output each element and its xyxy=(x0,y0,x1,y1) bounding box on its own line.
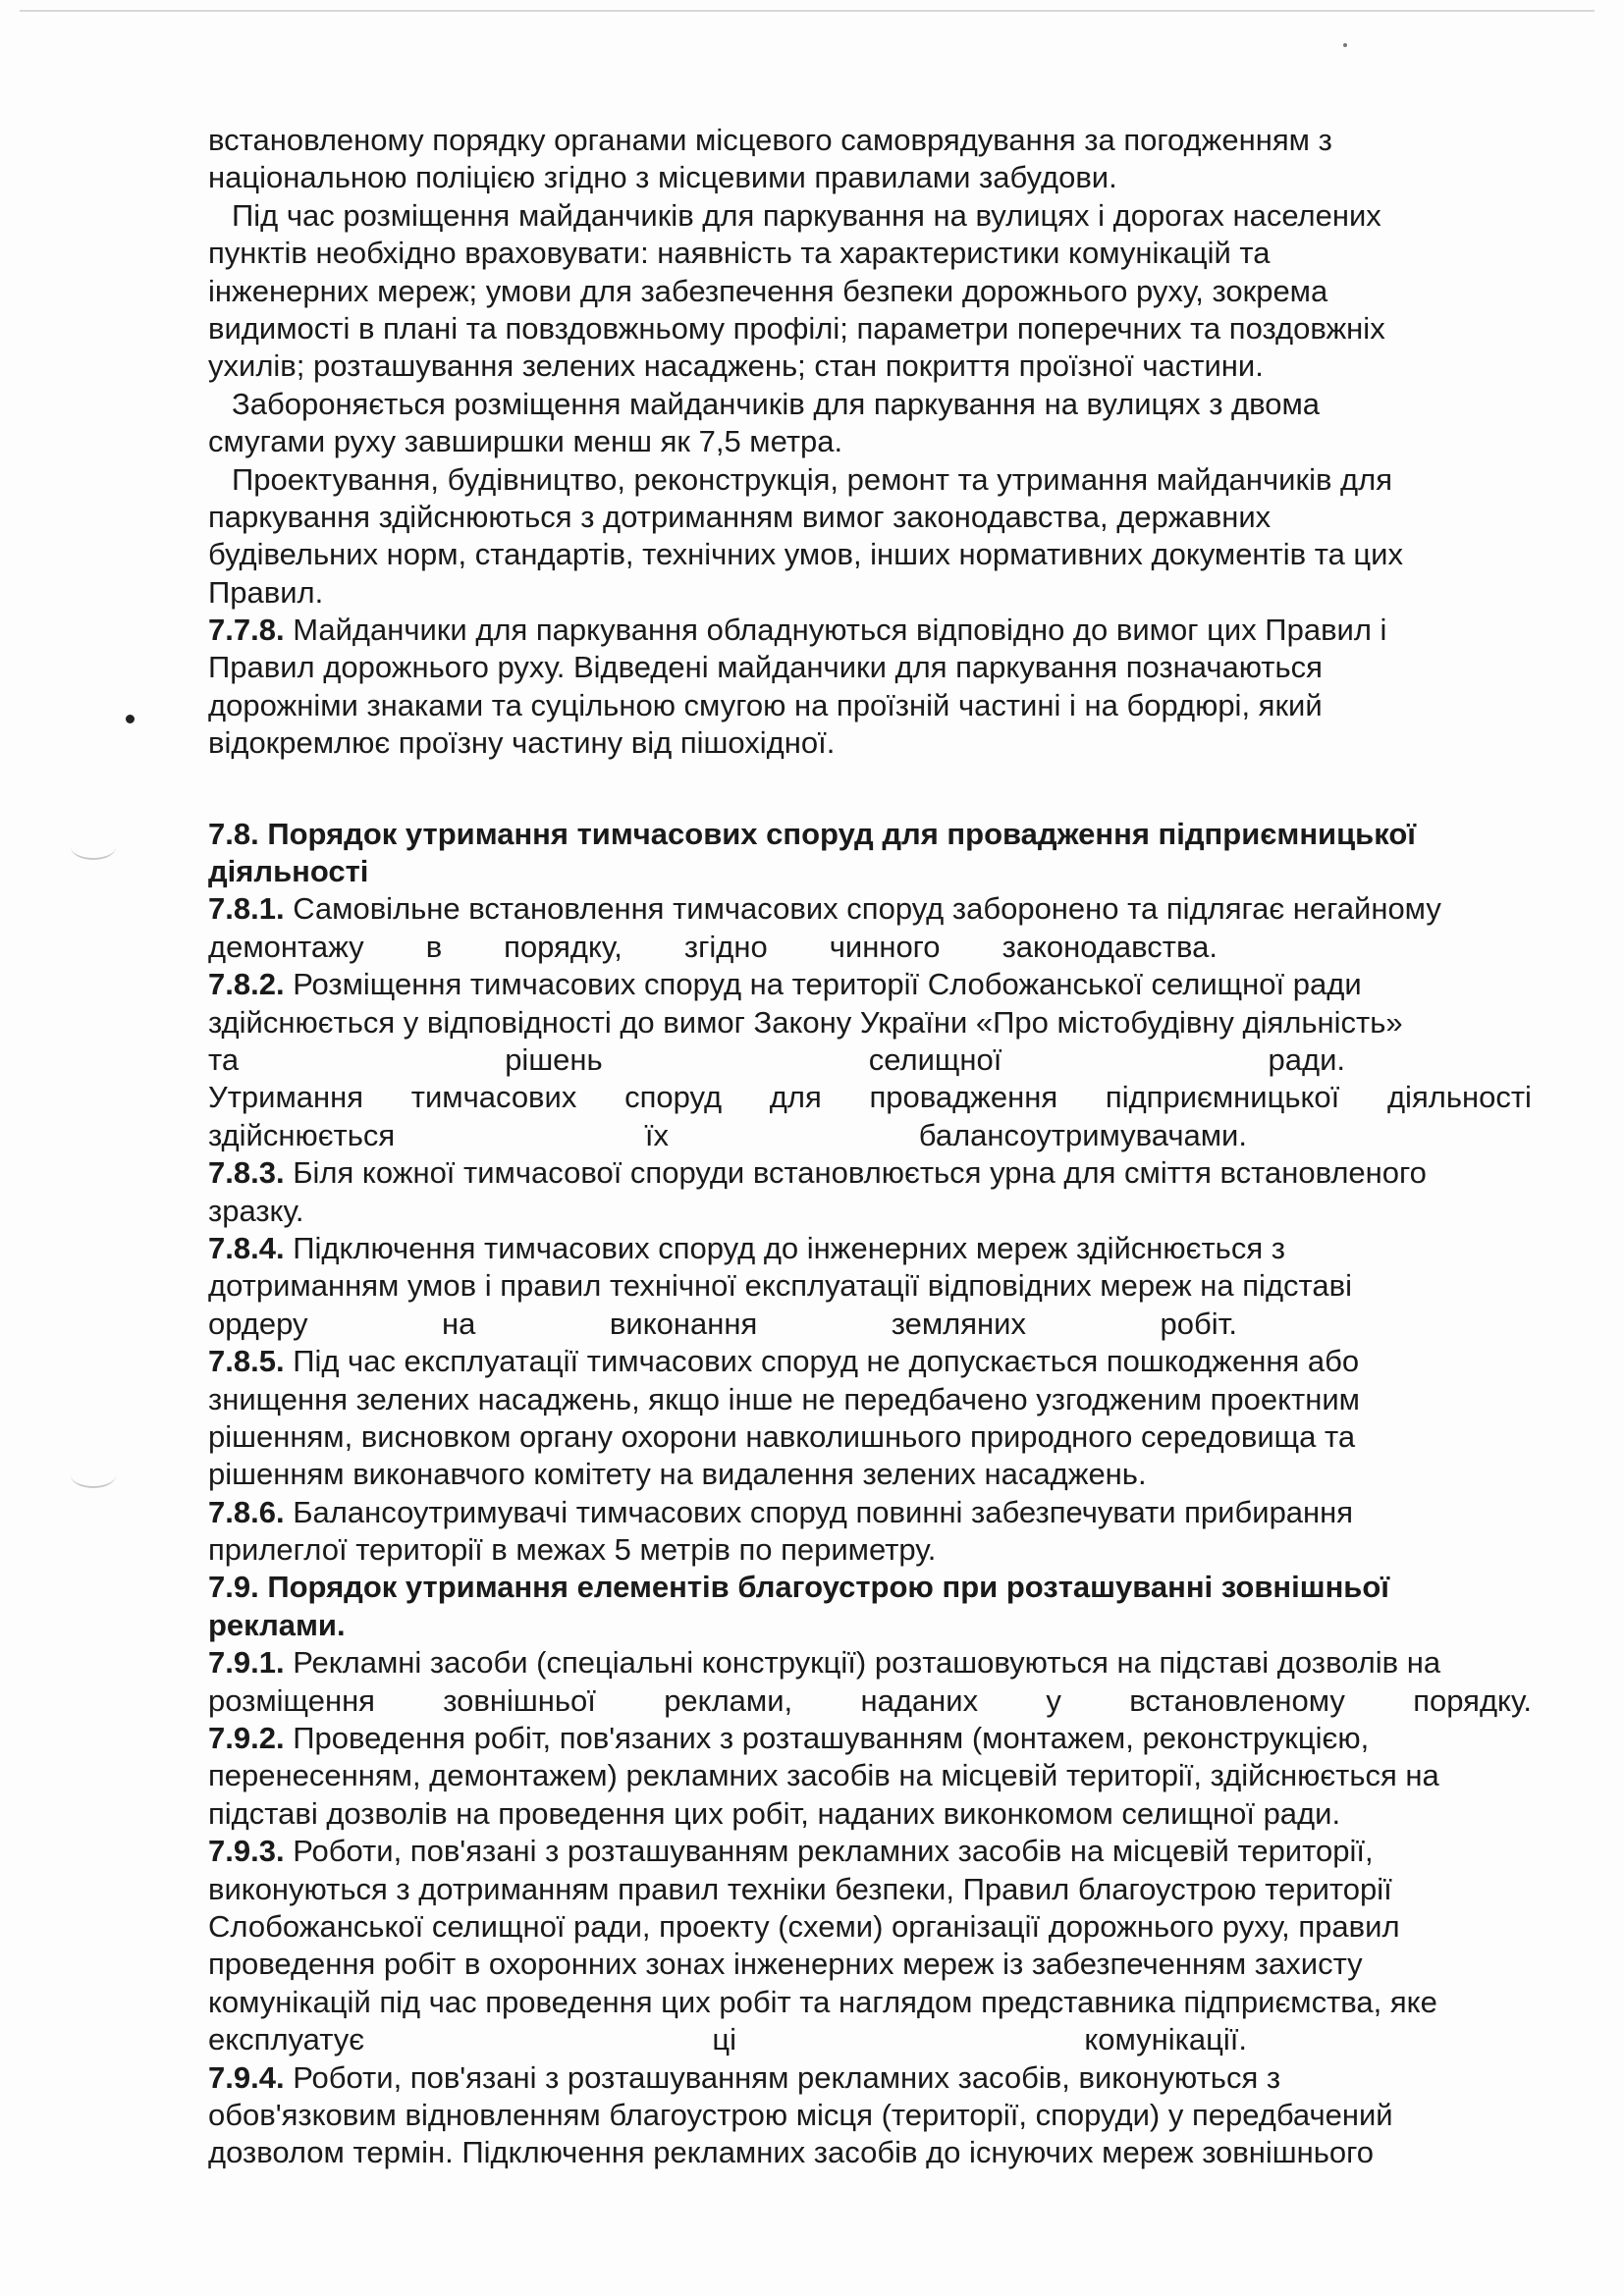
text-line: Правил дорожнього руху. Відведені майданчики для паркування позначаються xyxy=(208,650,1323,685)
section-gap xyxy=(208,763,1532,816)
word: порядку. xyxy=(1413,1682,1532,1718)
word: експлуатує xyxy=(208,2022,365,2057)
word: зовнішньої xyxy=(443,1682,596,1718)
clause-text: Роботи, пов'язані з розташуванням рекламних засобів на місцевій території, xyxy=(293,1834,1374,1869)
clause-7-9-3 xyxy=(208,1833,1532,1870)
text-line: видимості в плані та повздовжньому профілі; параметри поперечних та поздовжніх xyxy=(208,310,1385,346)
word: ордеру xyxy=(208,1306,308,1341)
clause-text: Біля кожної тимчасової споруди встановлюється урна для сміття встановленого xyxy=(293,1155,1427,1191)
text-line: встановленому порядку органами місцевого самоврядування за погодженням з xyxy=(208,123,1332,157)
text-line: Правил. xyxy=(208,574,324,610)
clause-7-8-4 xyxy=(208,1230,1532,1267)
clause-7-8-2 xyxy=(208,966,1532,1003)
clause-number: 7.9.1. xyxy=(208,1645,285,1681)
clause-7-8-3 xyxy=(208,1154,1532,1192)
page-top-edge xyxy=(20,10,1595,12)
text-line: здійснюється у відповідності до вимог Закону України «Про містобудівну діяльність» xyxy=(208,1004,1403,1040)
word: виконання xyxy=(609,1306,758,1341)
section-heading-7-9-cont: реклами. xyxy=(208,1607,346,1642)
justified-line xyxy=(208,1041,1532,1079)
section-heading-7-8-cont: діяльності xyxy=(208,854,369,889)
punch-hole-mark xyxy=(71,1463,116,1488)
justified-line xyxy=(208,1306,1532,1343)
text-line: обов'язковим відновленням благоустрою місця (території, споруди) у передбачений xyxy=(208,2097,1393,2132)
clause-7-9-4 xyxy=(208,2059,1532,2097)
clause-number: 7.9.2. xyxy=(208,1721,285,1756)
word: демонтажу xyxy=(208,929,364,964)
word: підприємницької xyxy=(1105,1080,1340,1115)
word: діяльності xyxy=(1386,1080,1532,1115)
text-line: ухилів; розташування зелених насаджень; стан покриття проїзної частини. xyxy=(208,348,1264,384)
punch-hole-mark xyxy=(71,834,116,860)
text-line: національною поліцією згідно з місцевими правилами забудови. xyxy=(208,160,1117,195)
word: законодавства. xyxy=(1001,929,1218,964)
clause-text: Підключення тимчасових споруд до інженерних мереж здійснюється з xyxy=(293,1230,1285,1265)
word: балансоутримувачами. xyxy=(918,1117,1247,1152)
clause-number: 7.9.3. xyxy=(208,1834,285,1869)
scan-speck xyxy=(1343,43,1347,47)
text-line: прилеглої території в межах 5 метрів по периметру. xyxy=(208,1532,937,1568)
document-body xyxy=(208,122,1532,2172)
clause-7-8-1 xyxy=(208,890,1532,928)
clause-7-7-8 xyxy=(208,612,1532,649)
word: розміщення xyxy=(208,1682,375,1718)
word: чинного xyxy=(829,929,941,964)
text-line: дозволом термін. Підключення рекламних засобів до існуючих мереж зовнішнього xyxy=(208,2135,1375,2170)
clause-text: Майданчики для паркування обладнуються відповідно до вимог цих Правил і xyxy=(293,613,1387,648)
justified-line xyxy=(208,929,1532,966)
text-line: Слобожанської селищної ради, проекту (схеми) організації дорожнього руху, правил xyxy=(208,1908,1400,1944)
word: споруд xyxy=(624,1080,723,1115)
word: тимчасових xyxy=(410,1080,577,1115)
word: рішень xyxy=(505,1041,603,1077)
word: їх xyxy=(644,1117,670,1152)
text-line: Забороняється розміщення майданчиків для паркування на вулицях з двома xyxy=(232,386,1321,421)
clause-7-8-5 xyxy=(208,1343,1532,1380)
word: Утримання xyxy=(208,1080,364,1115)
clause-text: Розміщення тимчасових споруд на території Слобожанської селищної ради xyxy=(293,967,1362,1002)
clause-number: 7.8.1. xyxy=(208,891,285,927)
clause-number: 7.8.2. xyxy=(208,967,285,1002)
clause-text: Рекламні засоби (спеціальні конструкції) розташовуються на підставі дозволів на xyxy=(293,1645,1441,1681)
word: робіт. xyxy=(1160,1306,1237,1341)
clause-text: Самовільне встановлення тимчасових споруд заборонено та підлягає негайному xyxy=(293,891,1441,927)
text-line: Проектування, будівництво, реконструкція, ремонт та утримання майданчиків для xyxy=(232,461,1392,497)
justified-line xyxy=(208,1682,1532,1720)
text-line: рішенням, висновком органу охорони навколишнього природного середовища та xyxy=(208,1418,1356,1454)
clause-text: Під час експлуатації тимчасових споруд не допускається пошкодження або xyxy=(293,1344,1360,1379)
text-line: будівельних норм, стандартів, технічних умов, інших нормативних документів та цих xyxy=(208,537,1403,572)
section-heading-7-9: 7.9. Порядок утримання елементів благоустрою при розташуванні зовнішньої xyxy=(208,1570,1390,1605)
word: провадження xyxy=(869,1080,1058,1115)
word: наданих xyxy=(860,1682,979,1718)
clause-number: 7.8.3. xyxy=(208,1155,285,1191)
text-line: підставі дозволів на проведення цих робіт, наданих виконкомом селищної ради. xyxy=(208,1795,1341,1831)
section-heading-7-8: 7.8. Порядок утримання тимчасових споруд для провадження підприємницької xyxy=(208,816,1416,851)
word: в xyxy=(425,929,443,964)
text-line: пунктів необхідно враховувати: наявність та характеристики комунікацій та xyxy=(208,236,1271,271)
clause-number: 7.9.4. xyxy=(208,2059,285,2095)
text-line: дорожніми знаками та суцільною смугою на проїзній частині і на бордюрі, який xyxy=(208,687,1323,722)
text-line: відокремлює проїзну частину від пішохідної. xyxy=(208,725,836,761)
justified-line xyxy=(208,1117,1532,1154)
clause-7-8-6 xyxy=(208,1494,1532,1531)
text-line: знищення зелених насаджень, якщо інше не передбачено узгодженим проектним xyxy=(208,1381,1360,1416)
clause-number: 7.8.4. xyxy=(208,1230,285,1265)
text-line: дотриманням умов і правил технічної експлуатації відповідних мереж на підставі xyxy=(208,1268,1352,1304)
clause-7-9-1 xyxy=(208,1644,1532,1682)
clause-number: 7.8.6. xyxy=(208,1494,285,1529)
clause-text: Роботи, пов'язані з розташуванням рекламних засобів, виконуються з xyxy=(293,2059,1281,2095)
clause-number: 7.8.5. xyxy=(208,1344,285,1379)
word: та xyxy=(208,1041,240,1077)
text-line: зразку. xyxy=(208,1193,304,1228)
word: встановленому xyxy=(1129,1682,1345,1718)
word: на xyxy=(442,1306,476,1341)
word: для xyxy=(769,1080,822,1115)
word: реклами, xyxy=(664,1682,793,1718)
text-line: комунікацій під час проведення цих робіт та наглядом представника підприємства, яке xyxy=(208,1984,1437,2019)
word: селищної xyxy=(868,1041,1002,1077)
text-line: інженерних мереж; умови для забезпечення безпеки дорожнього руху, зокрема xyxy=(208,273,1328,308)
word: комунікації. xyxy=(1084,2022,1247,2057)
word: ці xyxy=(712,2022,737,2057)
text-line: смугами руху завширшки менш як 7,5 метра. xyxy=(208,424,843,459)
text-line: рішенням виконавчого комітету на видалення зелених насаджень. xyxy=(208,1457,1147,1492)
text-line: проведення робіт в охоронних зонах інженерних мереж із забезпеченням захисту xyxy=(208,1947,1363,1982)
justified-line xyxy=(208,1079,1532,1116)
word: згідно xyxy=(683,929,768,964)
word: здійснюється xyxy=(208,1117,396,1152)
word: порядку, xyxy=(504,929,623,964)
clause-text: Проведення робіт, пов'язаних з розташуванням (монтажем, реконструкцією, xyxy=(293,1721,1370,1756)
text-line: виконуються з дотриманням правил техніки безпеки, Правил благоустрою території xyxy=(208,1871,1392,1906)
text-line: Під час розміщення майданчиків для паркування на вулицях і дорогах населених xyxy=(232,197,1381,233)
clause-7-9-2 xyxy=(208,1720,1532,1757)
word: ради. xyxy=(1268,1041,1345,1077)
word: у xyxy=(1046,1682,1061,1718)
text-line: перенесенням, демонтажем) рекламних засобів на місцевій території, здійснюється на xyxy=(208,1758,1439,1793)
justified-line xyxy=(208,2021,1532,2058)
clause-number: 7.7.8. xyxy=(208,613,285,648)
text-line: паркування здійснюються з дотриманням вимог законодавства, державних xyxy=(208,499,1272,534)
margin-dot xyxy=(126,715,135,723)
word: земляних xyxy=(891,1306,1026,1341)
clause-text: Балансоутримувачі тимчасових споруд повинні забезпечувати прибирання xyxy=(293,1494,1354,1529)
